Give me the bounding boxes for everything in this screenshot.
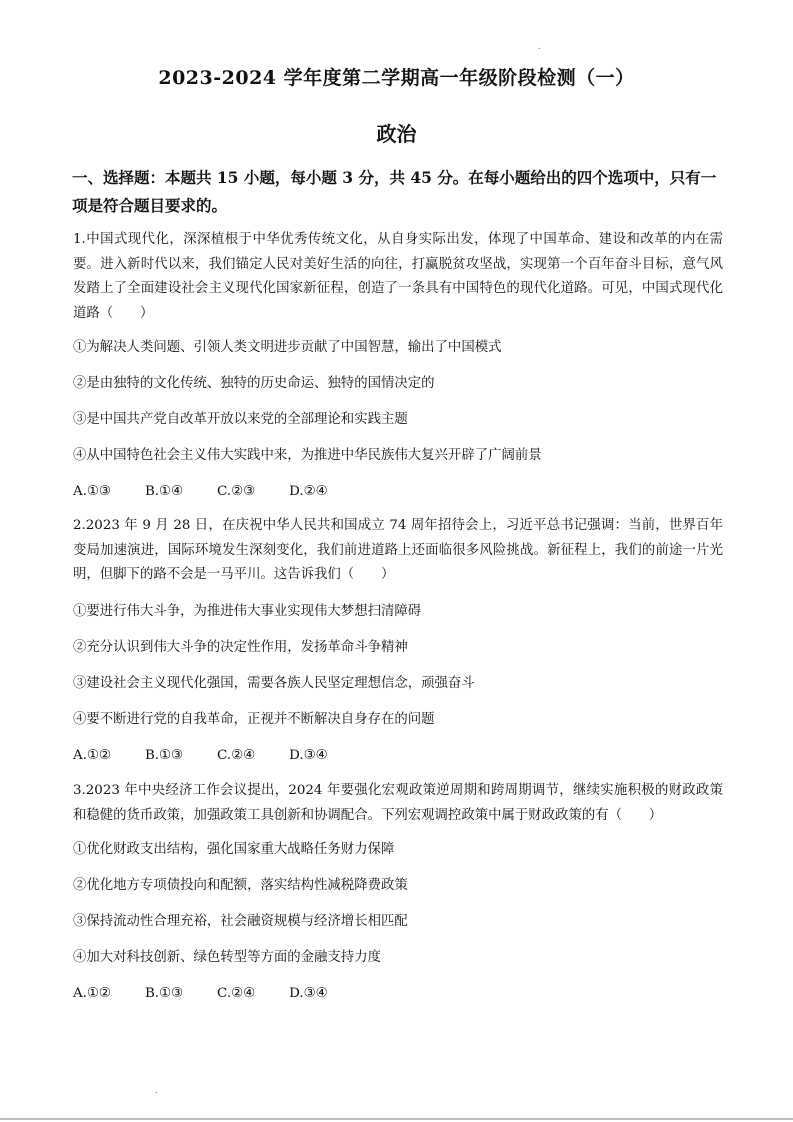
question-1-options <box>73 480 723 505</box>
question-2-statement-2: ②充分认识到伟大斗争的决定性作用，发扬革命斗争精神 <box>73 640 408 655</box>
question-1-option-d: D.②④ <box>289 484 328 499</box>
question-1-statement-1: ①为解决人类问题、引领人类文明进步贡献了中国智慧，输出了中国模式 <box>73 340 502 355</box>
section-heading: 一、选择题：本题共 15 小题，每小题 3 分，共 45 分。在每小题给出的四个选项中，只有一项是符合题目要求的。 <box>72 168 717 215</box>
question-1-statement-4: ④从中国特色社会主义伟大实践中来，为推进中华民族伟大复兴开辟了广阔前景 <box>73 448 542 463</box>
question-3-option-a: A.①② <box>73 986 111 1001</box>
question-3-options <box>73 982 723 1007</box>
question-2-option-d: D.③④ <box>289 748 328 763</box>
question-2-stem: 2.2023 年 9 月 28 日，在庆祝中华人民共和国成立 74 周年招待会上，习近平总书记强调：当前，世界百年变局加速演进，国际环境发生深刻变化，我们前进道路上还面临很多风险挑战。新征程上，我们的前途一片光明，但脚下的路不会是一马平川。这告诉我们（ ） <box>73 518 723 582</box>
question-3-statement-2: ②优化地方专项债投向和配额，落实结构性减税降费政策 <box>73 878 408 893</box>
scan-dot: . <box>538 42 541 51</box>
question-2-option-a: A.①② <box>73 748 111 763</box>
question-2-statement-3: ③建设社会主义现代化强国，需要各族人民坚定理想信念，顽强奋斗 <box>73 676 475 691</box>
question-2-statement-4: ④要不断进行党的自我革命，正视并不断解决自身存在的问题 <box>73 712 435 727</box>
question-1-option-b: B.①④ <box>144 484 184 499</box>
exam-title: 2023-2024 学年度第二学期高一年级阶段检测（一） <box>158 67 635 89</box>
subject-title: 政治 <box>376 122 417 146</box>
page-bottom-rule <box>0 1118 793 1120</box>
question-2-statement-1: ①要进行伟大斗争，为推进伟大事业实现伟大梦想扫清障碍 <box>73 604 422 619</box>
question-3-option-b: B.①③ <box>144 986 184 1001</box>
question-1-option-c: C.②③ <box>217 484 256 499</box>
question-1-statement-3: ③是中国共产党自改革开放以来党的全部理论和实践主题 <box>73 412 408 427</box>
question-2-option-c: C.②④ <box>217 748 256 763</box>
question-3-stem: 3.2023 年中央经济工作会议提出，2024 年要强化宏观政策逆周期和跨周期调节，继续实施积极的财政政策和稳健的货币政策，加强政策工具创新和协调配合。下列宏观调控政策中属于财政政策的有（ ） <box>73 783 723 823</box>
question-1-stem: 1.中国式现代化，深深植根于中华优秀传统文化，从自身实际出发，体现了中国革命、建设和改革的内在需要。进入新时代以来，我们锚定人民对美好生活的向往，打赢脱贫攻坚战，实现第一个百年奋斗目标，意气风发踏上了全面建设社会主义现代化国家新征程，创造了一条具有中国特色的现代化道路。可见，中国式现代化道路（ ） <box>73 232 723 321</box>
question-3-statement-1: ①优化财政支出结构，强化国家重大战略任务财力保障 <box>73 842 395 857</box>
question-3-statement-4: ④加大对科技创新、绿色转型等方面的金融支持力度 <box>73 950 381 965</box>
question-2-option-b: B.①③ <box>144 748 184 763</box>
scan-dot: . <box>155 1086 158 1095</box>
question-1-option-a: A.①③ <box>73 484 111 499</box>
question-3-statement-3: ③保持流动性合理充裕，社会融资规模与经济增长相匹配 <box>73 914 408 929</box>
question-3-option-d: D.③④ <box>289 986 328 1001</box>
question-1-statement-2: ②是由独特的文化传统、独特的历史命运、独特的国情决定的 <box>73 376 435 391</box>
question-3-option-c: C.②④ <box>217 986 256 1001</box>
question-2-options <box>73 744 723 769</box>
